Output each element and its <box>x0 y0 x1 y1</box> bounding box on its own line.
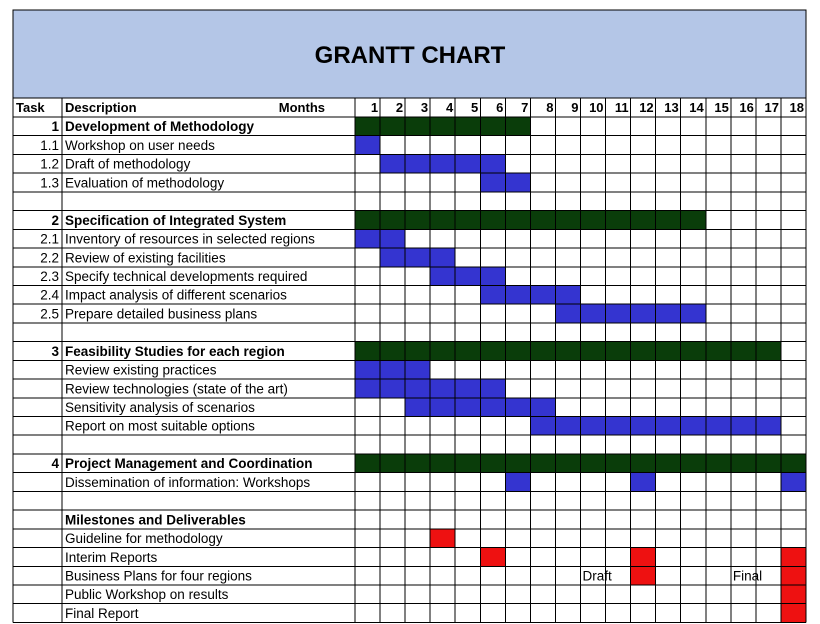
month-header-label: 7 <box>521 100 529 115</box>
activity-bar <box>631 473 656 492</box>
task-number: 2.4 <box>40 287 59 303</box>
task-description: Review of existing facilities <box>65 250 226 266</box>
month-header-label: 4 <box>445 100 454 115</box>
milestone-bar <box>631 566 656 585</box>
summary-bar <box>355 117 530 136</box>
activity-bar <box>505 473 530 492</box>
months-column-header: Months <box>278 100 325 115</box>
task-number: 4 <box>51 456 59 472</box>
activity-bar <box>380 154 505 173</box>
task-description: Draft of methodology <box>65 156 191 172</box>
task-description: Feasibility Studies for each region <box>65 343 285 359</box>
activity-bar <box>781 473 806 492</box>
summary-bar <box>355 342 781 361</box>
task-description: Interim Reports <box>65 549 158 565</box>
task-description: Dissemination of information: Workshops <box>65 474 311 490</box>
month-header-label: 9 <box>571 100 579 115</box>
task-description: Public Workshop on results <box>65 587 229 603</box>
task-number: 2.1 <box>40 231 59 247</box>
task-description: Workshop on user needs <box>65 137 215 153</box>
milestone-bar <box>430 529 455 548</box>
task-number: 3 <box>51 343 59 359</box>
task-number: 2.5 <box>40 306 59 322</box>
month-header-label: 16 <box>739 100 754 115</box>
month-header-label: 8 <box>546 100 554 115</box>
task-description: Milestones and Deliverables <box>65 512 246 528</box>
task-description: Impact analysis of different scenarios <box>65 287 287 303</box>
task-number: 2.3 <box>40 268 59 284</box>
month-header-label: 3 <box>420 100 429 115</box>
milestone-bar <box>480 548 505 567</box>
task-number: 1 <box>51 119 59 135</box>
month-header-label: 6 <box>496 100 504 115</box>
task-description: Inventory of resources in selected regions <box>65 231 315 247</box>
task-description: Project Management and Coordination <box>65 456 313 472</box>
milestone-bar <box>781 604 806 623</box>
activity-bar <box>355 136 380 155</box>
month-header-label: 5 <box>471 100 479 115</box>
task-description: Development of Methodology <box>65 119 254 135</box>
month-header-label: 10 <box>589 100 604 115</box>
activity-bar <box>430 267 505 286</box>
task-description: Prepare detailed business plans <box>65 306 258 322</box>
description-column-header: Description <box>65 100 137 115</box>
milestone-note: Draft <box>582 568 612 584</box>
task-number: 2.2 <box>40 250 59 266</box>
month-header-label: 15 <box>714 100 729 115</box>
task-number: 1.3 <box>40 175 59 191</box>
milestone-bar <box>631 548 656 567</box>
task-number: 1.2 <box>40 156 59 172</box>
month-header-label: 2 <box>395 100 404 115</box>
activity-bar <box>380 248 455 267</box>
task-number: 1.1 <box>40 137 59 153</box>
task-description: Final Report <box>65 605 139 621</box>
task-description: Report on most suitable options <box>65 418 255 434</box>
milestone-bar <box>781 585 806 604</box>
activity-bar <box>355 360 430 379</box>
month-header-label: 11 <box>614 100 629 115</box>
task-description: Business Plans for four regions <box>65 568 252 584</box>
milestone-note: Final <box>732 568 763 584</box>
milestone-bar <box>781 548 806 567</box>
month-header-label: 1 <box>370 100 379 115</box>
task-description: Specify technical developments required <box>65 268 308 284</box>
task-description: Review existing practices <box>65 362 217 378</box>
chart-title: GRANTT CHART <box>314 42 506 69</box>
task-column-header: Task <box>16 100 45 115</box>
task-number: 2 <box>51 212 59 228</box>
month-header-label: 12 <box>639 100 654 115</box>
task-description: Review technologies (state of the art) <box>65 381 288 397</box>
task-description: Specification of Integrated System <box>65 212 287 228</box>
month-header-label: 18 <box>789 100 804 115</box>
month-header-label: 14 <box>689 100 704 115</box>
task-description: Sensitivity analysis of scenarios <box>65 400 255 416</box>
task-description: Guideline for methodology <box>65 531 223 547</box>
task-description: Evaluation of methodology <box>65 175 225 191</box>
month-header-label: 17 <box>764 100 779 115</box>
milestone-bar <box>781 566 806 585</box>
month-header-label: 13 <box>664 100 679 115</box>
